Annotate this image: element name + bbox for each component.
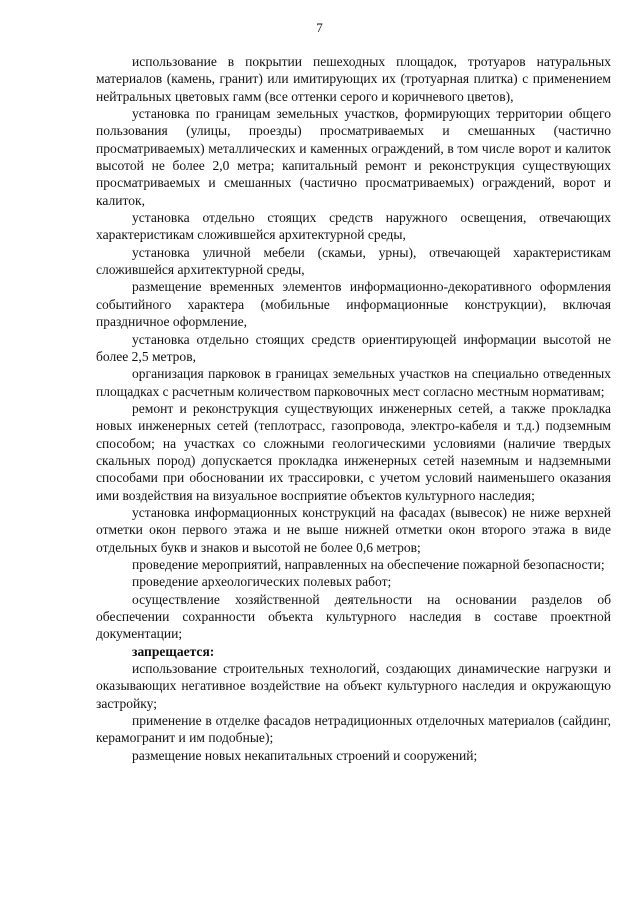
paragraph-dynamic-loads: использование строительных технологий, создающих динамические нагрузки и оказывающих негативное воздействие на объект культурного наследия и окружающую застройку; [96,661,611,711]
paragraph-engineering-networks: ремонт и реконструкция существующих инженерных сетей, а также прокладка новых инженерных сетей (теплотрасс, газопровода, электро-кабеля и т.д.) подземным способом; на участках со сложными геологическими условиями (наличие твердых скальных пород) допускается прокладка инженерных сетей наземным и надземными способами при обосновании их трассировки, с учетом условий наименьшего оказания ими воздействия на визуальное восприятие объектов культурного наследия; [96,400,611,503]
section-heading-prohibited: запрещается: [132,643,215,659]
paragraph-parking: организация парковок в границах земельных участков на специально отведенных площадках с расчетным количеством парковочных мест согласно местным нормативам; [96,366,611,399]
document-body [96,53,611,764]
paragraph-temporary-structures: размещение новых некапитальных строений и сооружений; [132,747,478,763]
paragraph-orientation-info: установка отдельно стоящих средств ориентирующей информации высотой не более 2,5 метров, [96,331,611,364]
paragraph-facade-materials: применение в отделке фасадов нетрадиционных отделочных материалов (сайдинг, керамогранит и им подобные); [96,713,611,746]
paragraph-temporary-decor: размещение временных элементов информационно-декоративного оформления событийного характера (мобильные информационные конструкции), включая праздничное оформление, [96,279,611,330]
page-number: 7 [316,20,323,35]
paragraph-archaeology: проведение археологических полевых работ; [132,574,392,590]
paragraph-street-furniture: установка уличной мебели (скамьи, урны), отвечающей характеристикам сложившейся архитектурной среды, [96,244,611,278]
paragraph-fences: установка по границам земельных участков, формирующих территории общего пользования (улицы, проезды) просматриваемых и смешанных (частично просматриваемых) металлических и каменных ограждений, в том числе ворот и калиток высотой не более 2,0 метра; капитальный ремонт и реконструкция существующих просматриваемых и смешанных (частично просматриваемых) ограждений, ворот и калиток, [96,106,611,208]
paragraph-fire-safety: проведение мероприятий, направленных на обеспечение пожарной безопасности; [132,556,605,572]
paragraph-paving-materials: использование в покрытии пешеходных площадок, тротуаров натуральных материалов (камень, гранит) или имитирующих их (тротуарная плитка) с применением нейтральных цветовых гамм (все оттенки серого и коричневого цветов), [96,54,611,104]
paragraph-signage: установка информационных конструкций на фасадах (вывесок) не ниже верхней отметки окон первого этажа и не выше нижней отметки окон второго этажа в виде отдельных букв и знаков и высотой не более 0,6 метров; [96,504,611,555]
paragraph-outdoor-lighting: установка отдельно стоящих средств наружного освещения, отвечающих характеристикам сложившейся архитектурной среды, [96,210,611,243]
paragraph-economic-activity: осуществление хозяйственной деятельности на основании разделов об обеспечении сохранности объекта культурного наследия в составе проектной документации; [96,591,611,642]
